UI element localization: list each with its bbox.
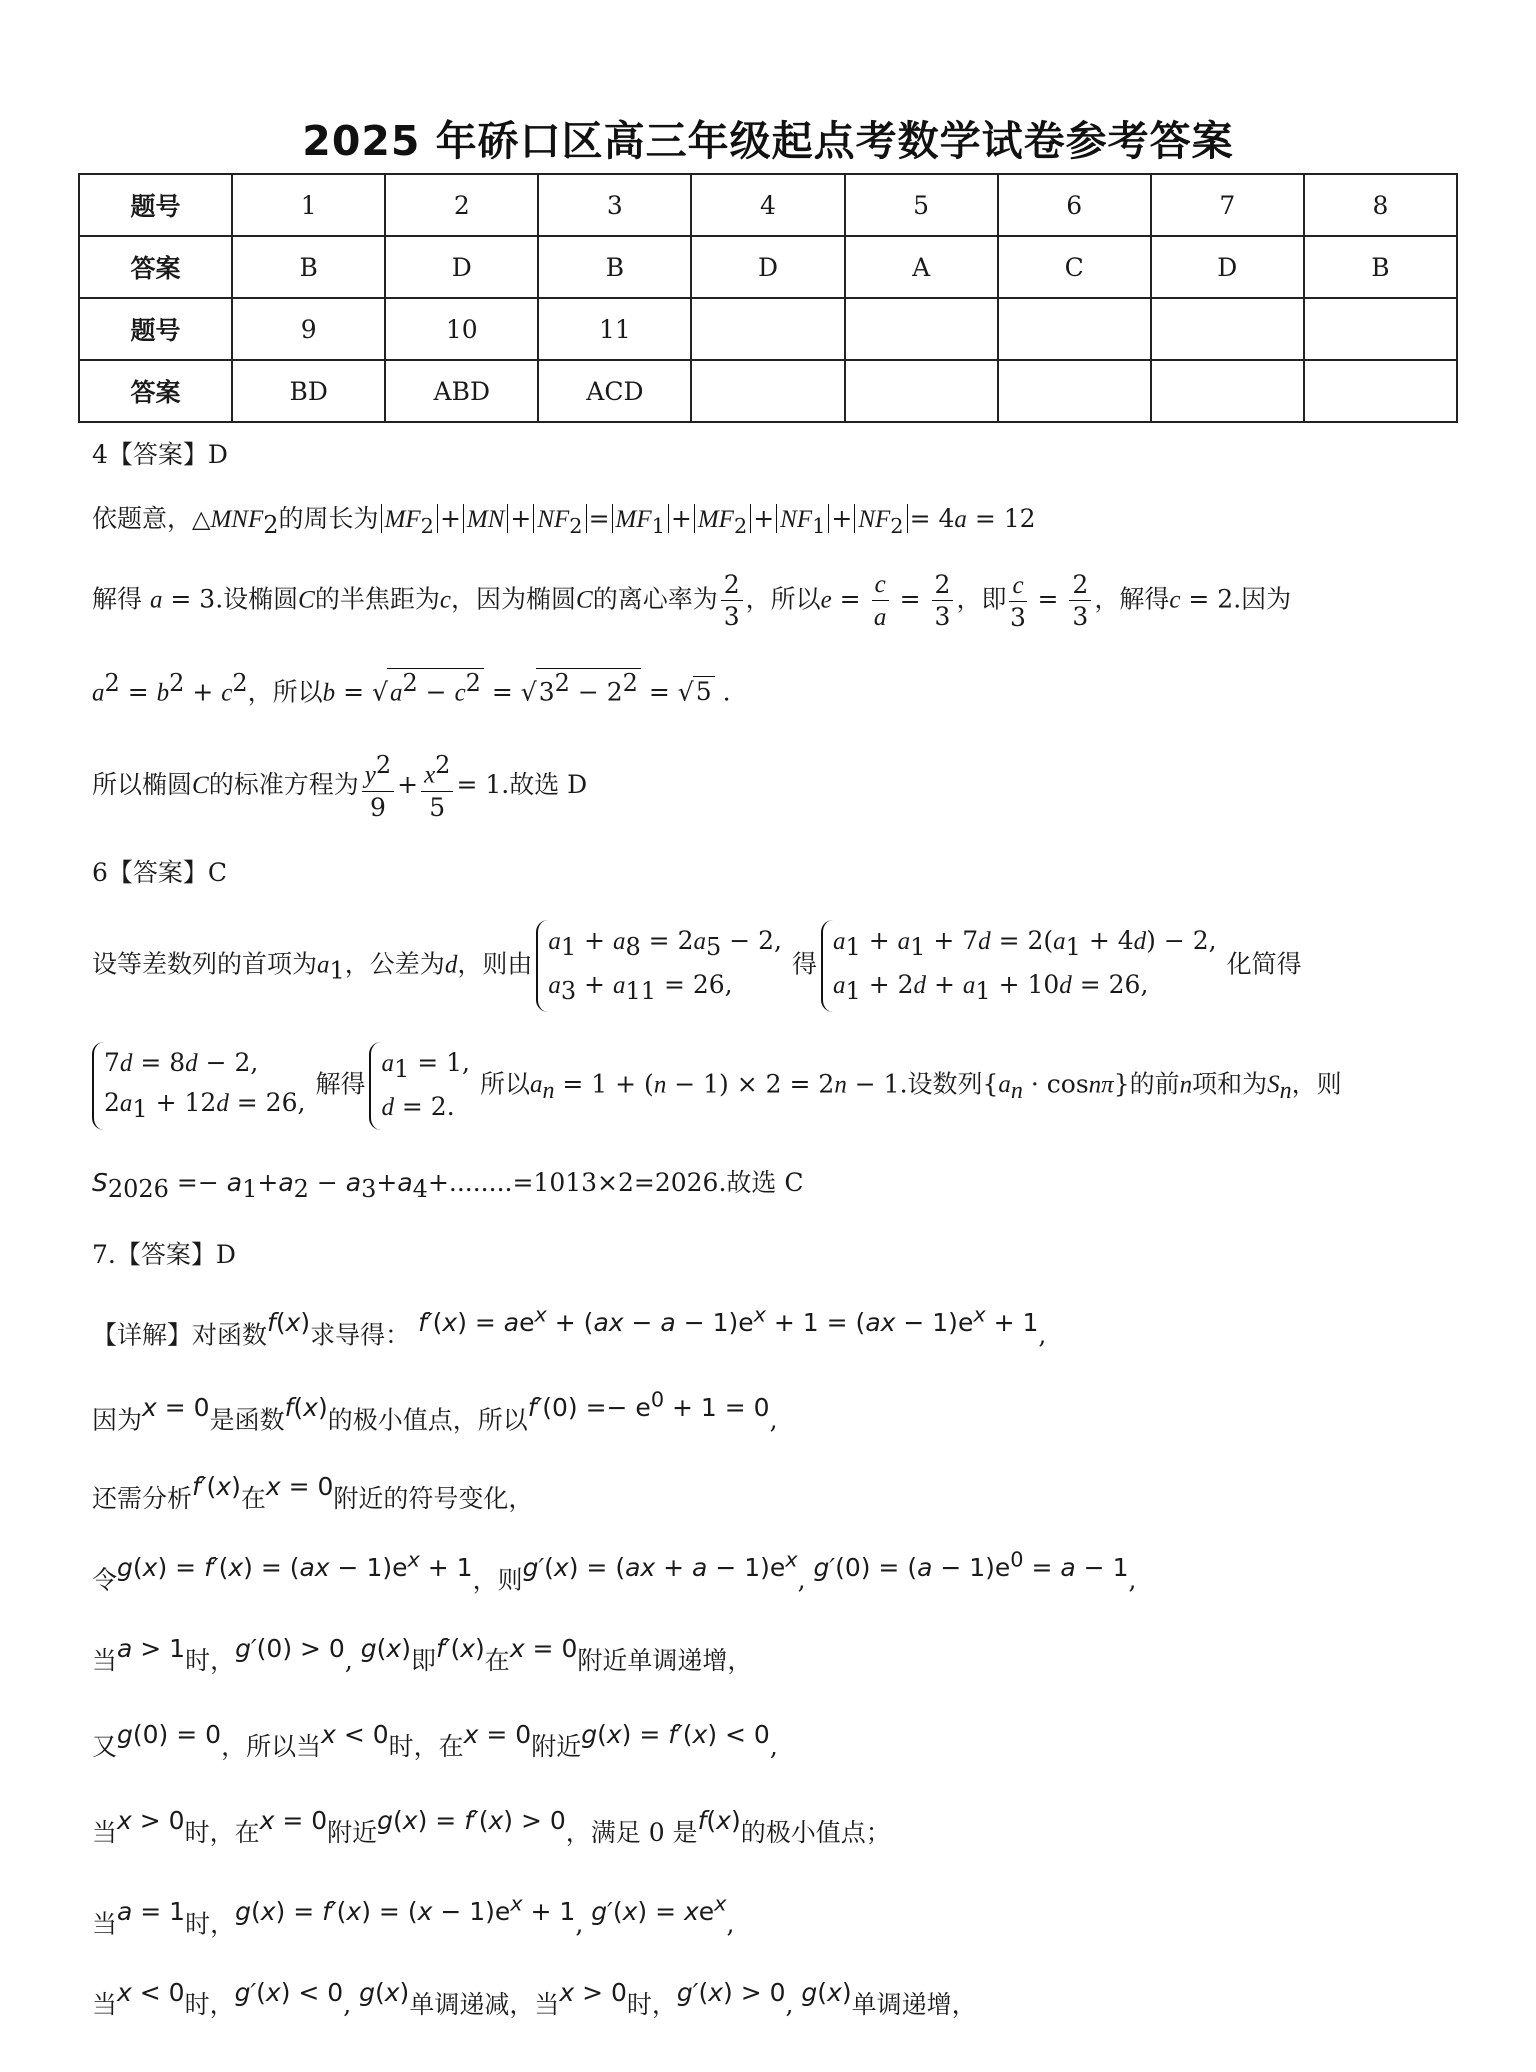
q7-line-2: 因为x = 0是函数f(x)的极小值点，所以$f'(0) =- e^0 + 1 = 0$, bbox=[92, 1388, 778, 1435]
table-cell: A bbox=[845, 236, 998, 298]
row-label: 答案 bbox=[79, 360, 232, 422]
table-cell bbox=[1304, 360, 1457, 422]
q4-header: 4【答案】D bbox=[92, 440, 228, 469]
q6-header: 6【答案】C bbox=[92, 858, 228, 887]
table-cell bbox=[1151, 360, 1304, 422]
page-title: 2025 年硚口区高三年级起点考数学试卷参考答案 bbox=[302, 117, 1234, 165]
table-cell bbox=[691, 360, 844, 422]
table-cell: D bbox=[385, 236, 538, 298]
row-label: 题号 bbox=[79, 174, 232, 236]
table-cell: 2 bbox=[385, 174, 538, 236]
table-cell bbox=[1304, 298, 1457, 360]
table-cell bbox=[998, 360, 1151, 422]
q6-line-2: 7d = 8d − 2, $2a_1 + 12d = 26$,解得$a_1 = 1$, d = 2.所以$a_n = 1 + (n - 1) \times 2 = 2n - 1$.设数列$\{a_n \cdot \cos n\pi\}$的前n项和为$S_n$，则 bbox=[92, 1042, 1342, 1130]
table-cell: 1 bbox=[232, 174, 385, 236]
row-label: 答案 bbox=[79, 236, 232, 298]
table-cell: BD bbox=[232, 360, 385, 422]
table-cell bbox=[845, 360, 998, 422]
q7-line-5: 当a > 1时，g′(0) > 0, g(x)即f′(x)在x = 0附近单调递增， bbox=[92, 1634, 753, 1675]
table-cell: 10 bbox=[385, 298, 538, 360]
q4-line-4: 所以椭圆C的标准方程为 $\frac{y^2}{9}$ + $\frac{x^2}{5}$ = 1.故选 D bbox=[92, 751, 588, 822]
q7-line-9: 当x < 0时，g′(x) < 0, g(x)单调递减，当x > 0时，g′(x) > 0, g(x)单调递增， bbox=[92, 1978, 977, 2019]
q4-line-1: 依题意，$\triangle MNF_2$的周长为 $MF_2$ + MN + $NF_2 = MF_1 + MF_2 + NF_1 + NF_2 = 4a = 12$ bbox=[92, 504, 1036, 539]
table-cell: D bbox=[1151, 236, 1304, 298]
answer-row-1 bbox=[79, 236, 1457, 298]
q7-line-3: 还需分析f′(x)在x = 0附近的符号变化， bbox=[92, 1472, 534, 1513]
q7-line-8: 当a = 1时，$g(x) = f'(x) = (x - 1)e^x + 1$, $g'(x) = xe^x$, bbox=[92, 1892, 735, 1939]
row-label: 题号 bbox=[79, 298, 232, 360]
table-cell: ABD bbox=[385, 360, 538, 422]
q6-line-1: 设等差数列的首项为$a_1$，公差为d，则由$a_1 + a_8 = 2a_5 - 2$, $a_3 + a_{11} = 26$,得$a_1 + a_1 + 7d = 2(a_1 + 4d) - 2$, $a_1 + 2d + a_1 + 10d = 26$,化简得 bbox=[92, 920, 1302, 1012]
table-cell: ACD bbox=[538, 360, 691, 422]
table-cell: B bbox=[538, 236, 691, 298]
q7-line-1: 【详解】对函数f(x)求导得： $f'(x) = ae^x + (ax - a - 1)e^x + 1 = (ax - 1)e^x + 1$, bbox=[92, 1303, 1047, 1350]
q6-line-3: $S_{2026} =- a_1+a_2 - a_3+a_4+........=1013\times 2=2026$.故选 C bbox=[92, 1168, 804, 1203]
answer-table bbox=[78, 173, 1458, 423]
table-cell bbox=[845, 298, 998, 360]
question-row-1 bbox=[79, 174, 1457, 236]
q7-line-7: 当x > 0时，在x = 0附近g(x) = f′(x) > 0，满足 0 是f(x)的极小值点； bbox=[92, 1806, 891, 1847]
table-cell bbox=[1151, 298, 1304, 360]
q4-line-3: $a^2 = b^2 + c^2$，所以$b = √a^2 - c^2 = √3^2 - 2^2 = √5$ . bbox=[92, 669, 731, 707]
table-cell: 5 bbox=[845, 174, 998, 236]
table-cell: B bbox=[1304, 236, 1457, 298]
table-cell bbox=[691, 298, 844, 360]
q4-line-2: 解得 a = 3.设椭圆C的半焦距为c，因为椭圆C的离心率为 $\frac{2}{3}$ ，所以e = $\frac{c}{a}$ = $\frac{2}{3}$ ，即 $\frac{c}{3}$ = $\frac{2}{3}$ ，解得c = 2.因为 bbox=[92, 570, 1292, 632]
table-cell: 4 bbox=[691, 174, 844, 236]
table-cell: 9 bbox=[232, 298, 385, 360]
table-cell: 11 bbox=[538, 298, 691, 360]
table-cell: D bbox=[691, 236, 844, 298]
table-cell: B bbox=[232, 236, 385, 298]
question-row-2 bbox=[79, 298, 1457, 360]
table-cell: 7 bbox=[1151, 174, 1304, 236]
table-cell: 3 bbox=[538, 174, 691, 236]
q7-line-6: 又g(0) = 0，所以当x < 0时，在x = 0附近g(x) = f′(x) < 0, bbox=[92, 1720, 778, 1761]
table-cell: 6 bbox=[998, 174, 1151, 236]
table-cell: C bbox=[998, 236, 1151, 298]
table-cell bbox=[998, 298, 1151, 360]
q7-header: 7.【答案】D bbox=[92, 1240, 236, 1269]
q7-line-4: 令$g(x) = f'(x) = (ax - 1)e^x + 1$，则$g'(x) = (ax + a - 1)e^x$, $g'(0) = (a - 1)e^0 = a - 1$, bbox=[92, 1548, 1137, 1595]
answer-row-2 bbox=[79, 360, 1457, 422]
table-cell: 8 bbox=[1304, 174, 1457, 236]
